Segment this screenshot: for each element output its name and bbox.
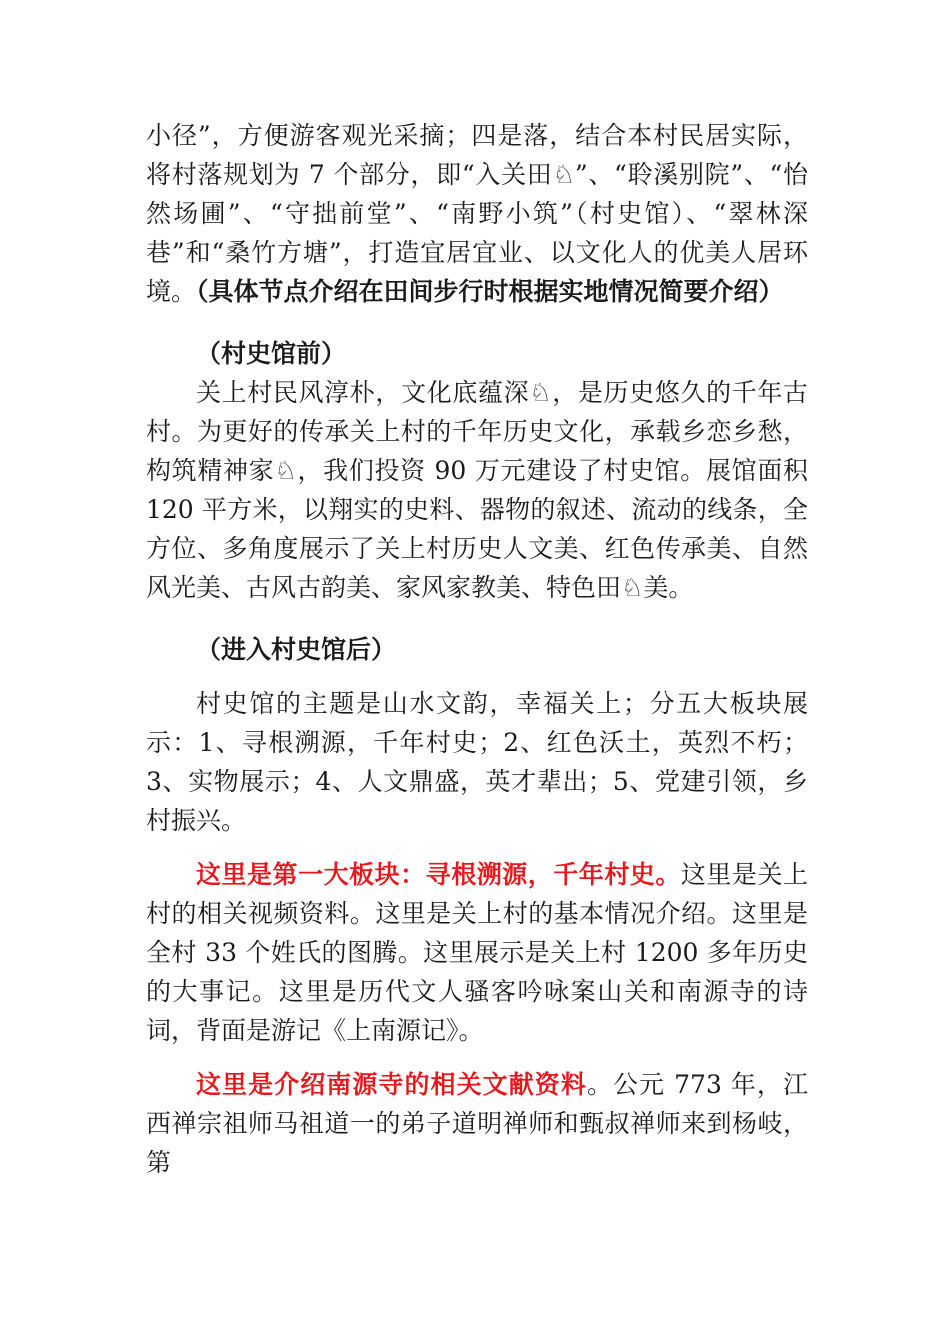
paragraph-nanyuan-temple <box>146 1065 808 1182</box>
paragraph-museum-intro: 关上村民风淳朴，文化底蕴深♘，是历史悠久的千年古村。为更好的传承关上村的千年历史文化，承载乡恋乡愁，构筑精神家♘，我们投资 90 万元建设了村史馆。展馆面积 120 平方米，以翔实的史料、器物的叙述、流动的线条，全方位、多角度展示了关上村历史人文美、红色传承美、自然风光美、古风古韵美、家风家教美、特色田♘美。 <box>146 378 808 602</box>
spacer <box>146 669 808 684</box>
spacer <box>146 1050 808 1065</box>
paragraph-museum-theme: 村史馆的主题是山水文韵，幸福关上；分五大板块展示：1、寻根溯源，千年村史；2、红色沃土，英烈不朽；3、实物展示；4、人文鼎盛，英才辈出；5、党建引领，乡村振兴。 <box>146 689 808 835</box>
paragraph-text: 小径”，方便游客观光采摘；四是落，结合本村民居实际，将村落规划为 7 个部分，即“入关田♘”、“聆溪别院”、“怡然场圃”、“守拙前堂”、“南野小筑”（村史馆）、“翠林深巷”和“桑竹方塘”，打造宜居宜业、以文化人的优美人居环境。 <box>146 121 808 306</box>
spacer <box>146 840 808 855</box>
paragraph-section-one <box>146 855 808 1050</box>
spacer <box>146 311 808 334</box>
bold-note: （具体节点介绍在田间步行时根据实地情况简要介绍） <box>196 277 784 306</box>
paragraph-text: 。公元 773 年，江西禅宗祖师马祖道一的弟子道明禅师和甄叔禅师来到杨岐，第 <box>146 1070 808 1177</box>
red-emphasis-lead: 这里是介绍南源寺的相关文献资料 <box>196 1070 587 1099</box>
section-heading-before-museum: （村史馆前） <box>196 339 347 368</box>
section-heading-inside-museum: （进入村史馆后） <box>196 635 397 664</box>
paragraph-text: 这里是关上村的相关视频资料。这里是关上村的基本情况介绍。这里是全村 33 个姓氏的图腾。这里展示是关上村 1200 多年历史的大事记。这里是历代文人骚客吟咏案山关和南源寺的诗词，背面是游记《上南源记》。 <box>146 860 808 1045</box>
document-body <box>146 116 808 1182</box>
red-emphasis-lead: 这里是第一大板块：寻根溯源，千年村史。 <box>196 860 681 889</box>
paragraph-village-plan <box>146 116 808 311</box>
spacer <box>146 607 808 630</box>
